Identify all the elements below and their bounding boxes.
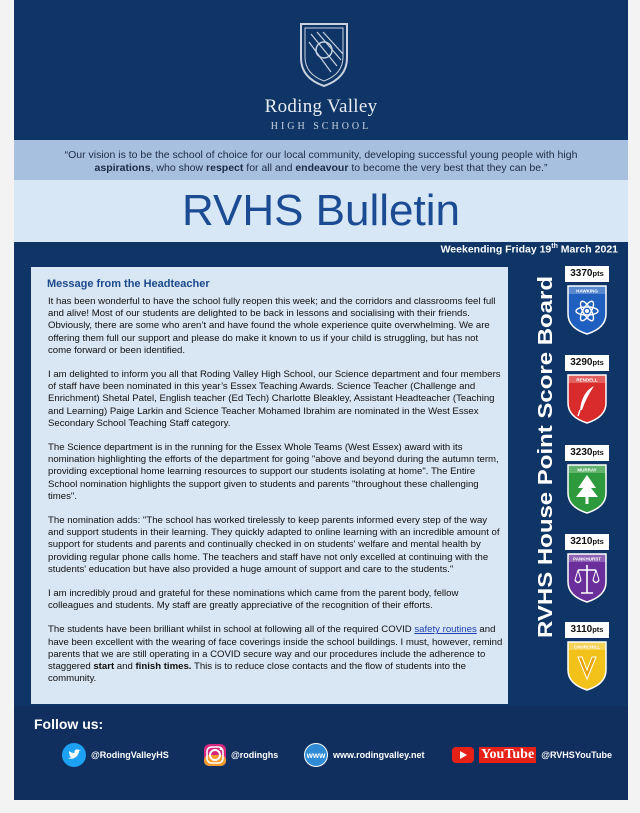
paragraph: The Science department is in the running for the Essex Whole Teams (West Essex) award with its nomination highlighting the efforts of the department for going "above and beyond during the autumn term, providing exceptional home learning resources to support our students isolating at home". The Entire School nomination highlights the support given to students and parents "throughout these challenging times". (48, 442, 499, 502)
house-rendell (563, 355, 611, 437)
scoreboard-title-text: RVHS House Point Score Board (535, 336, 557, 638)
scoreboard-title (530, 270, 560, 642)
bulletin-title-bar (14, 180, 628, 242)
paragraph-text: and have been excellent with the wearing of face coverings inside the school buildings. I must, however, remind parents that we are still operating in a COVID secure way and our procedures include the adherence to staggered (48, 624, 503, 673)
vision-text: for all and (243, 162, 296, 174)
house-name: RENDELL (576, 377, 598, 383)
house-murray (563, 445, 611, 527)
tree-shield-icon (566, 463, 608, 515)
globe-icon (304, 743, 328, 767)
youtube-play-icon (452, 747, 474, 763)
article-body (48, 296, 503, 697)
follow-us-label: Follow us: (34, 716, 104, 732)
instagram-icon (204, 744, 226, 766)
points-value: 3110 (570, 624, 593, 635)
vision-bold-endeavour: endeavour (295, 162, 349, 174)
points-value: 3210 (570, 536, 593, 547)
school-name: Roding Valley (264, 96, 378, 117)
youtube-link[interactable] (452, 740, 612, 770)
paragraph-text: The students have been brilliant whilst in school at following all of the required COVID (48, 624, 415, 636)
vision-text: “Our vision is to be the school of choice for our local community, developing successful young people with high (64, 149, 578, 161)
vision-bold-aspirations: aspirations (94, 162, 151, 174)
house-points (565, 534, 609, 550)
house-name: CHURCHILL (573, 644, 601, 650)
house-points (565, 355, 609, 371)
points-value: 3370 (570, 268, 593, 279)
main-section (14, 258, 628, 706)
vision-bold-respect: respect (206, 162, 244, 174)
house-point-scoreboard (515, 266, 614, 702)
twitter-link[interactable] (62, 740, 169, 770)
bold-finish-times: finish times. (135, 661, 192, 673)
dateline (441, 243, 618, 256)
house-name: HAWKING (576, 288, 598, 294)
bulletin-title: RVHS Bulletin (182, 186, 460, 235)
youtube-logo-text: YouTube (481, 747, 535, 762)
vision-text: to become the very best that they can be.” (348, 162, 548, 174)
vision-text: , who show (150, 162, 207, 174)
svg-text:www: www (306, 751, 326, 760)
atom-shield-icon (566, 284, 608, 336)
house-points (565, 266, 609, 282)
headteacher-message (31, 267, 508, 704)
instagram-handle: @rodinghs (231, 750, 279, 760)
footer (14, 706, 628, 800)
points-unit: pts (592, 358, 604, 367)
points-value: 3290 (570, 357, 593, 368)
twitter-handle: @RodingValleyHS (91, 750, 169, 760)
quill-shield-icon (566, 373, 608, 425)
header (14, 0, 628, 140)
house-name: PANKHURST (573, 556, 601, 562)
youtube-handle: @RVHSYouTube (541, 750, 612, 760)
paragraph-text: and (114, 661, 136, 673)
dateline-text: March 2021 (557, 243, 618, 256)
bold-start: start (93, 661, 115, 673)
dateline-sup: th (551, 243, 558, 250)
safety-routines-link[interactable]: safety routines (414, 624, 477, 636)
dateline-text: Weekending Friday 19 (440, 243, 552, 256)
points-unit: pts (592, 537, 604, 546)
paragraph: I am delighted to inform you all that Roding Valley High School, our Science department and four members of staff have been nominated in this year’s Essex Teaching Awards. Science Teacher (Challenge and Enrichment) Shetal Patel, English teacher (Ed Tech) Charlotte Bleakley, Assistant Headteacher (Teaching and Learning) Paige Larkin and Science Teacher Mohamed Ibrahim are nominated in the West Essex Secondary School Teaching Staff category. (48, 369, 501, 429)
scales-shield-icon (566, 552, 608, 604)
paragraph-text: This is to reduce close contacts and the flow of students into the community. (48, 661, 466, 685)
paragraph: The nomination adds: "The school has worked tirelessly to keep parents informed every step of the way and support students in their learning. They quickly adapted to online learning with an incredible amount of support for students and parents and continually checked in on students' welfare and mental health by providing regular phone calls home. The teachers and staff have not only excelled at continuing with the students' education but have also provided a huge amount of support and care to the students." (48, 515, 500, 575)
website-url: www.rodingvalley.net (333, 750, 425, 760)
points-unit: pts (592, 625, 604, 634)
points-unit: pts (592, 448, 604, 457)
house-points (565, 622, 609, 638)
house-points (565, 445, 609, 461)
house-hawking (563, 266, 611, 348)
house-churchill (563, 622, 611, 704)
paragraph: I am incredibly proud and grateful for these nominations which came from the parent body, fellow colleagues and students. My staff are greatly appreciative of the recognition of their efforts. (48, 588, 459, 612)
paragraph: It has been wonderful to have the school fully reopen this week; and the corridors and classrooms feel full and alive! Most of our students are delighted to be back in lessons and socialising with their friends. Obviously, there are some who aren’t and have found the whole experience quite overwhelming. We are offering them full our support and please do make it known to us if your child is struggling, but has not come forward or been identified. (48, 296, 496, 356)
house-pankhurst (563, 534, 611, 616)
points-unit: pts (592, 269, 604, 278)
article-heading: Message from the Headteacher (47, 278, 210, 290)
school-crest-logo (297, 20, 351, 88)
vision-statement (14, 140, 628, 180)
bulletin-page (14, 0, 628, 800)
house-name: MURRAY (577, 467, 597, 473)
v-shield-icon (566, 640, 608, 692)
paragraph (48, 624, 503, 685)
website-link[interactable] (304, 740, 425, 770)
twitter-icon (62, 743, 86, 767)
dateline-bar (14, 242, 628, 258)
instagram-link[interactable] (204, 740, 278, 770)
school-subtitle: HIGH SCHOOL (270, 121, 372, 132)
points-value: 3230 (570, 447, 593, 458)
